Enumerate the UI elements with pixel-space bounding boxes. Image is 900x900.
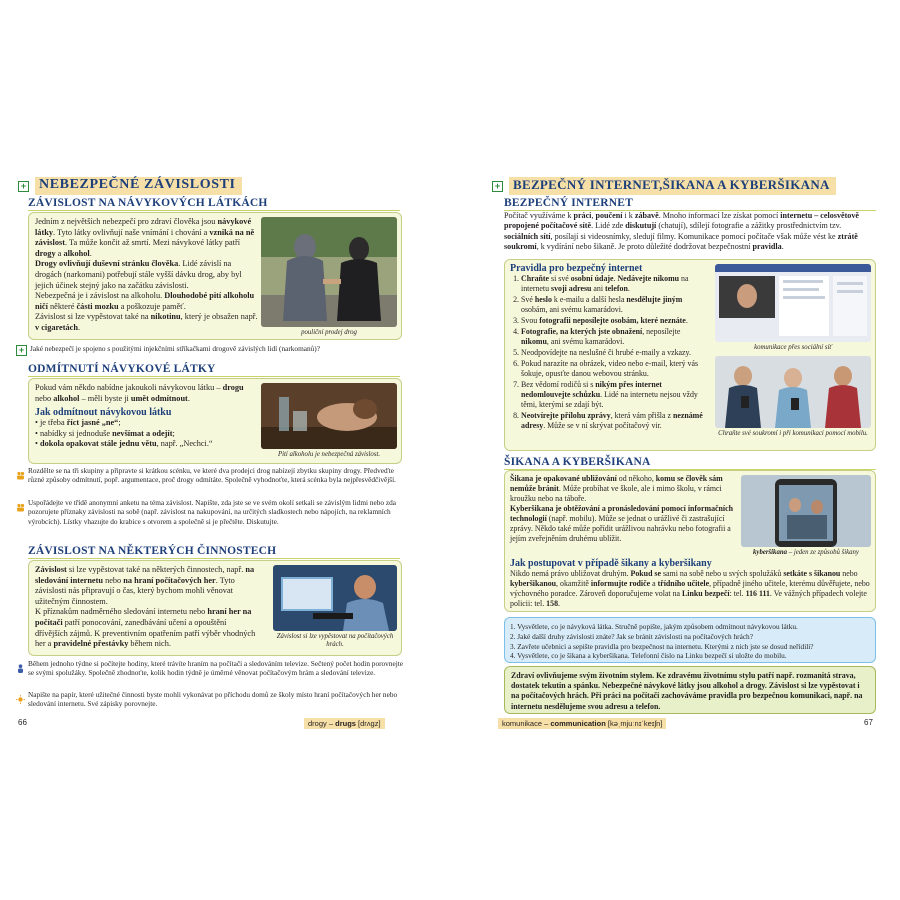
heading-underline <box>28 210 400 211</box>
right-section-2-heading: ŠIKANA A KYBERŠIKANA <box>504 456 651 468</box>
group-icon <box>16 499 24 507</box>
section-2-box <box>28 378 402 464</box>
bullet-item: • dokola opakovat stále jednu větu, např. „Nechci.“ <box>35 439 213 449</box>
rule-item: 3. Svou fotografii neposílejte osobám, které neznáte. <box>521 316 710 326</box>
rules-box <box>504 259 876 451</box>
rule-item: 2. Své heslo k e-mailu a další hesla nesdělujte jiným osobám, ani svému kamarádovi. <box>521 295 710 315</box>
section-heading-bullying <box>504 456 876 470</box>
left-main-title <box>18 176 242 196</box>
right-page <box>490 170 880 740</box>
rule-item: 7. Bez vědomí rodičů si s nikým přes internet nedomlouvejte schůzku. Lidé na internetu nejsou vždy těmi, kterými se zdají být. <box>521 380 710 410</box>
bullying-text: Šikana je opakované ubližování od někoho, komu se člověk sám nemůže bránit. Může probíhat ve škole, ale i mimo školu, v rámci kroužku nebo na táboře. Kyberšikana je obtěžování a pronásledování pomocí informačních technologií (např. mobilu). Může se jednat o urážlivé či zastrašující zprávy. Někdo také může pořídit urážlivou nahrávku nebo fotografii a jejím zveřejněním druhému ublížit. <box>510 474 733 543</box>
question-item: 2. Jaké další druhy závislosti znáte? Jak se bránit závislosti na počítačových hrách? <box>510 631 753 641</box>
heading-underline <box>28 558 400 559</box>
rules-heading: Pravidla pro bezpečný internet <box>510 263 643 274</box>
task-useful-activities: Napište na papír, které užitečné činnosti byste mohli vykonávat po příchodu domů ze školy místo hraní počítačových her nebo sledování internetu. Své zápisky porovnejte. <box>28 690 398 709</box>
subheading-how-to-refuse: Jak odmítnout návykovou látku <box>35 407 172 419</box>
summary-text: Zdraví ovlivňujeme svým životním stylem. Ke zdravému životnímu stylu patří např. rozmanitá strava, dostatek tekutin a spánku. Nebezpečné návykové látky jsou alkohol a drogy. Závislost si lze vypěstovat i na počítačových hrách. Při práci na počítači zachováváme pravidla pro bezpečnou komunikaci, např. na internetu nesdělujeme svou adresu a telefon. <box>511 671 863 711</box>
footer-vocab-left: drogy – drugs [drʌgz] <box>304 718 385 729</box>
section-2-heading: ODMÍTNUTÍ NÁVYKOVÉ LÁTKY <box>28 363 216 375</box>
rule-item: 8. Neotvírejte přílohu zprávy, která vám přišla z neznámé adresy. Může se v ní skrývat počítačový vir. <box>521 411 710 431</box>
rule-item: 6. Pokud narazíte na obrázek, video nebo e-mail, který vás šokuje, opusťte danou webovou stránku. <box>521 359 710 379</box>
question-syringes: Jaké nebezpečí je spojeno s použitými injekčními stříkačkami drogově závislých lidí (narkomanů)? <box>30 344 320 353</box>
section-3-box <box>28 560 402 656</box>
task-role-play: Rozdělte se na tři skupiny a připravte si krátkou scénku, ve které dva prodejci drog nabízejí zbytku skupiny drogy. Předveďte různé způsoby odmítnutí, popř. argumentace, proč drogy odmítáte. Společně vyhodnoťte, která scénka byla nejpřesvědčivější. <box>28 466 396 485</box>
left-title-text: NEBEZPEČNÉ ZÁVISLOSTI <box>35 177 242 195</box>
photo-teens-mobile <box>715 356 871 428</box>
rule-item: 1. Chraňte si své osobní údaje. Nedávejte nikomu na internetu svoji adresu ani telefon. <box>521 274 710 294</box>
question-item: 4. Vysvětlete, co je šikana a kyberšikana. Telefonní číslo na Linku bezpečí si uložte do mobilu. <box>510 651 787 661</box>
questions-box <box>504 617 876 663</box>
task-count-hours: Během jednoho týdne si počítejte hodiny, které trávíte hraním na počítači a sledováním televize. Sečtený počet hodin porovnejte se svými spolužáky. Společně zhodnoťte, kolik hodin týdně je úměrné věnovat počítačovým hrám a sledování televize. <box>28 659 403 678</box>
question-item: 1. Vysvětlete, co je návyková látka. Stručně popište, jakým způsobem odmítnout návykovou látku. <box>510 622 798 631</box>
rule-item: 4. Fotografie, na kterých jste obnažení, neposílejte nikomu, ani svému kamarádovi. <box>521 327 710 347</box>
footer-vocab-right: komunikace – communication [kəˌmjuːnɪˈkeɪʃn] <box>498 718 666 729</box>
plus-icon: + <box>492 181 503 192</box>
photo-cyberbullying <box>741 475 871 547</box>
right-section-1-heading: BEZPEČNÝ INTERNET <box>504 197 633 209</box>
photo-street-drug-deal <box>261 217 397 327</box>
section-1-box <box>28 212 402 340</box>
section-1-heading: ZÁVISLOST NA NÁVYKOVÝCH LÁTKÁCH <box>28 197 268 209</box>
section-3-heading: ZÁVISLOST NA NĚKTERÝCH ČINNOSTECH <box>28 545 277 557</box>
caption-alcohol: Pití alkoholu je nebezpečná závislost. <box>277 451 381 458</box>
rules-text <box>510 263 710 432</box>
bullying-procedure-text: Jak postupovat v případě šikany a kyberšikany Nikdo nemá právo ubližovat druhým. Pokud se sami na sobě nebo u svých spolužáků setkáte s šikanou nebo kyberšikanou, okamžitě informujte rodiče a třídního učitele, případně jiného učitele, kterému důvěřujete, nebo výchovného poradce. Zároveň doporučujeme volat na Linku bezpečí: tel. 116 111. Ve vážných případech volejte policii: tel. 158. <box>510 558 872 609</box>
photo-computer-gaming <box>273 565 397 631</box>
task-anonymous-survey: Uspořádejte ve třídě anonymní anketu na téma závislost. Napište, zda jste se ve svém okolí setkali se závislým lidmi nebo zda pozorujete příznaky závislosti na sobě (např. závislost na nakupování, na určitých sladkostech nebo nápojích, na reklamních výrobcích). Lístky vhazujte do krabice s otvorem a společně si je přečtěte. Diskutujte. <box>28 498 396 526</box>
caption-social-network: komunikace přes sociální síť <box>754 344 832 351</box>
section-1-text: Jedním z největších nebezpečí pro zdraví člověka jsou návykové látky. Tyto látky ovlivňují naše vnímání i chování a vzniká na ně závislost. Ta může končit až smrtí. Mezi návykové látky patří drogy a alkohol. Drogy ovlivňují duševní stránku člověka. Lidé závislí na drogách (narkomani) potřebují stále vyšší dávku drog, aby byl jejich účinek stejný jako na začátku závislosti. Nebezpečná je i závislost na alkoholu. Dlouhodobé pití alkoholu ničí některé části mozku a poškozuje paměť. Závislost si lze vypěstovat také na nikotinu, který je obsažen např. v cigaretách. <box>35 217 258 332</box>
section-heading-activities <box>28 545 400 559</box>
right-title-text: BEZPEČNÝ INTERNET,ŠIKANA A KYBERŠIKANA <box>509 177 836 195</box>
group-icon <box>16 467 24 475</box>
sun-icon <box>16 691 24 699</box>
caption-street-drug: pouliční prodej drog <box>301 329 357 336</box>
section-3-text: Závislost si lze vypěstovat také na některých činnostech, např. na sledování internetu nebo na hraní počítačových her. Tyto závislosti nás připravují o čas, který bychom mohli věnovat užitečným činnostem. K příznakům nadměrného sledování internetu nebo hraní her na počítači patří ponocování, zanedbávání učení a opouštění dřívějších zájmů. K preventivním opatřením patří výběr vhodných her a pravidelné přestávky během nich. <box>35 565 256 649</box>
subheading-procedure: Jak postupovat v případě šikany a kyberšikany <box>510 558 712 569</box>
photo-social-network <box>715 264 871 342</box>
right-main-title <box>492 176 836 196</box>
bullet-item: • je třeba říct jasné „ne“; <box>35 418 121 428</box>
caption-gaming: Závislost si lze vypěstovat na počítačových hrách. <box>276 633 394 648</box>
question-item: 3. Zavřete učebnici a sepište pravidla pro bezpečnost na internetu. Kterými z nich jste se dosud neřídili? <box>510 641 814 651</box>
section-heading-refusal <box>28 363 400 377</box>
plus-icon: + <box>18 181 29 192</box>
left-page <box>10 170 410 740</box>
bullying-box <box>504 470 876 612</box>
person-icon <box>16 660 24 668</box>
caption-cyberbullying: kyberšikana – jeden ze způsobů šikany <box>753 549 859 556</box>
rule-item: 5. Neodpovídejte na neslušné či hrubé e-maily a vzkazy. <box>521 348 710 358</box>
page-number-right: 67 <box>864 718 873 727</box>
heading-underline <box>28 376 400 377</box>
section-heading-safe-internet <box>504 197 876 211</box>
caption-teens-mobile: Chraňte své soukromí i při komunikaci pomocí mobilu. <box>718 430 868 437</box>
summary-box <box>504 666 876 714</box>
page-number-left: 66 <box>18 718 27 727</box>
right-section-1-text: Počítač využíváme k práci, poučení i k zábavě. Mnoho informací lze získat pomocí internetu – celosvětově propojené počítačové sítě. Lidé zde diskutují (chatují), sdílejí fotografie a zážitky prostřednictvím tzv. sociálních sítí, posílají si videosnímky, sledují filmy. Komunikace pomocí počítače však může vést ke ztrátě soukromí, k vydírání nebo šikaně. Je proto důležité dodržovat bezpečnostní pravidla. <box>504 211 859 252</box>
bullet-item: • nabídky si jednoduše nevšímat a odejít; <box>35 428 175 438</box>
plus-icon: + <box>16 345 24 353</box>
section-heading-addiction-substances <box>28 197 400 211</box>
photo-alcohol <box>261 383 397 449</box>
section-2-text: Pokud vám někdo nabídne jakoukoli návykovou látku – drogu nebo alkohol – měli byste ji umět odmítnout. Jak odmítnout návykovou látku • je třeba říct jasné „ne“; • nabídky si jednoduše nevšímat a odejít; • dokola opakovat stále jednu větu, např. „Nechci.“ <box>35 383 255 450</box>
